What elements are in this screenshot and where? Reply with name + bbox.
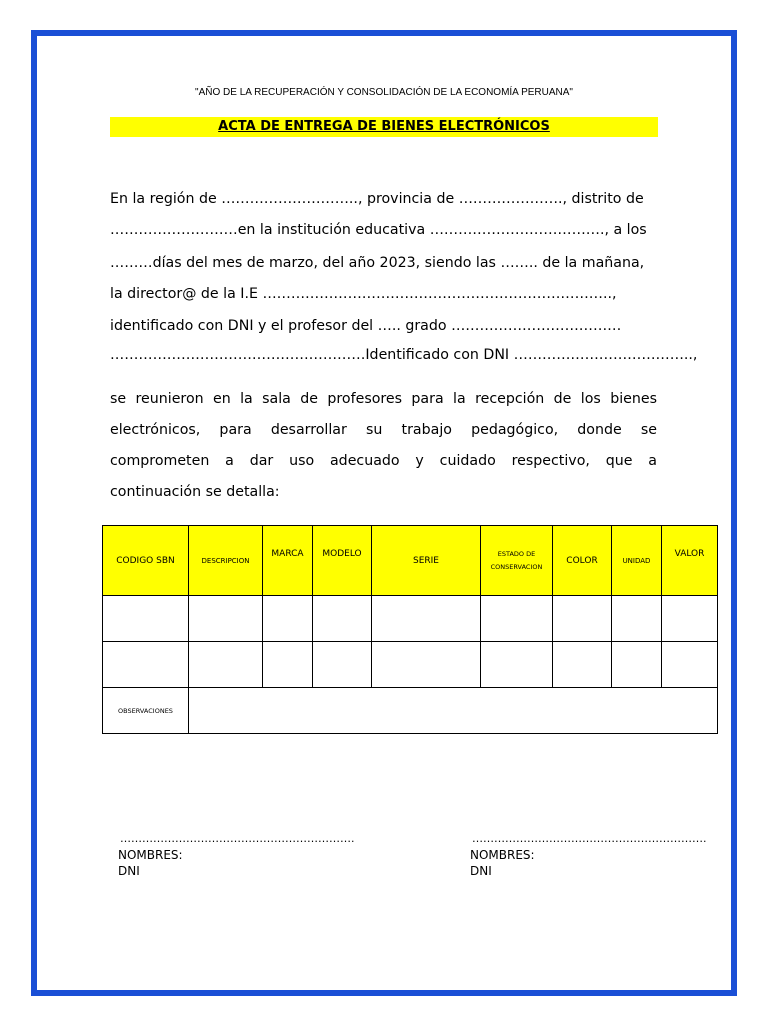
- signature-names-right: NOMBRES:: [470, 848, 535, 862]
- title-highlight: [110, 117, 658, 137]
- table-cell[interactable]: [662, 596, 718, 642]
- signature-line-right: ……………………………………………………….: [472, 832, 707, 845]
- table-cell[interactable]: [553, 596, 612, 642]
- observations-label: OBSERVACIONES: [103, 688, 189, 734]
- year-motto: "AÑO DE LA RECUPERACIÓN Y CONSOLIDACIÓN DE LA ECONOMÍA PERUANA": [195, 87, 573, 98]
- signature-dni-right: DNI: [470, 864, 492, 878]
- table-cell[interactable]: [313, 596, 372, 642]
- paragraph1-line: ………………………en la institución educativa ………………………………., a los: [110, 222, 647, 238]
- table-cell[interactable]: [372, 596, 481, 642]
- document-title: ACTA DE ENTREGA DE BIENES ELECTRÓNICOS: [218, 119, 550, 134]
- table-cell[interactable]: [103, 642, 189, 688]
- signature-line-left: ……………………………………………………….: [120, 832, 355, 845]
- table-cell[interactable]: [263, 642, 313, 688]
- table-cell[interactable]: [189, 596, 263, 642]
- header-cell: UNIDAD: [612, 526, 662, 596]
- paragraph2-line: comprometen a dar uso adecuado y cuidado respectivo, que a: [110, 453, 657, 469]
- paragraph1-line: identificado con DNI y el profesor del ….. grado ………………………………: [110, 318, 622, 334]
- paragraph2-line: electrónicos, para desarrollar su trabajo pedagógico, donde se: [110, 422, 657, 438]
- table-cell[interactable]: [103, 596, 189, 642]
- header-cell: MODELO: [313, 526, 372, 596]
- observations-cell[interactable]: [189, 688, 718, 734]
- paragraph2-line: continuación se detalla:: [110, 484, 280, 500]
- header-cell: ESTADO DE CONSERVACION: [481, 526, 553, 596]
- table-cell[interactable]: [481, 596, 553, 642]
- paragraph1-line: la director@ de la I.E ………………………………………………………………..,: [110, 286, 617, 302]
- table-cell[interactable]: [662, 642, 718, 688]
- table-cell[interactable]: [263, 596, 313, 642]
- table-header-row: [103, 526, 718, 596]
- table-cell[interactable]: [313, 642, 372, 688]
- table-cell[interactable]: [612, 642, 662, 688]
- table-cell[interactable]: [189, 642, 263, 688]
- signature-names-left: NOMBRES:: [118, 848, 183, 862]
- paragraph2-line: se reunieron en la sala de profesores para la recepción de los bienes: [110, 391, 657, 407]
- header-cell: CODIGO SBN: [103, 526, 189, 596]
- table-cell[interactable]: [612, 596, 662, 642]
- observations-row: [103, 688, 718, 734]
- table-cell[interactable]: [481, 642, 553, 688]
- header-cell: MARCA: [263, 526, 313, 596]
- table-row: [103, 596, 718, 642]
- goods-table: [102, 525, 718, 734]
- paragraph1-line: ………………………………………………Identificado con DNI ………………………………..,: [110, 347, 698, 363]
- table-cell[interactable]: [372, 642, 481, 688]
- header-cell: SERIE: [372, 526, 481, 596]
- header-cell: VALOR: [662, 526, 718, 596]
- paragraph1-line: En la región de ……………………….., provincia de …………………., distrito de: [110, 191, 644, 207]
- paragraph1-line: ………días del mes de marzo, del año 2023, siendo las …….. de la mañana,: [110, 255, 645, 271]
- table-row: [103, 642, 718, 688]
- table-cell[interactable]: [553, 642, 612, 688]
- signature-dni-left: DNI: [118, 864, 140, 878]
- header-cell: DESCRIPCION: [189, 526, 263, 596]
- header-cell: COLOR: [553, 526, 612, 596]
